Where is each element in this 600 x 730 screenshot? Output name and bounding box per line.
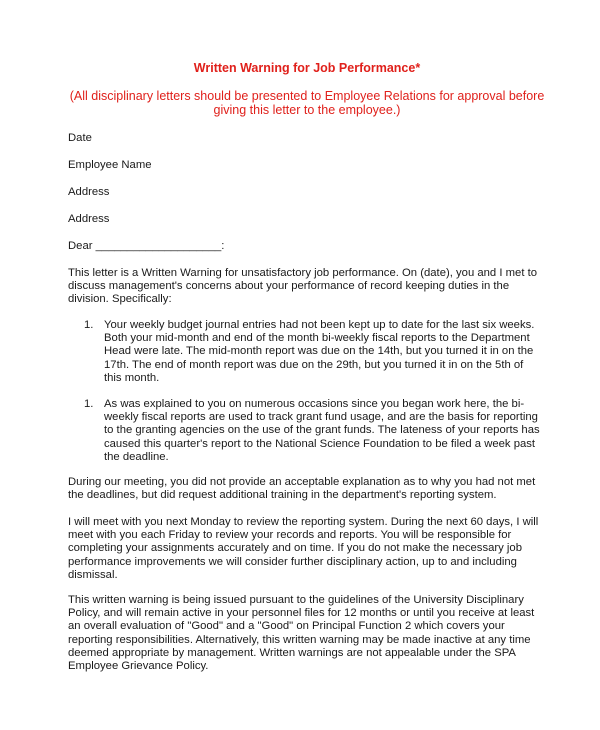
intro-paragraph: This letter is a Written Warning for unsatisfactory job performance. On (date), you and I met to discuss management's concerns about your performance of record keeping duties in the division. Specifically: [68,267,538,306]
address-field-1: Address [68,186,110,198]
list-item-text: Your weekly budget journal entries had not been kept up to date for the last six weeks. Both your mid-month and end of the month bi-weekly fiscal reports to the Department Head were late. The mid-month report was due on the 14th, but you turned it in on the 17th. The end of month report was due on the 29th, but you turned it in on the 5th of this month. [104,319,535,384]
list-item-text: As was explained to you on numerous occasions since you began work here, the bi-weekly fiscal reports are used to track grant fund usage, and are the basis for reporting to the granting agencies on the use of the grant funds. The lateness of your reports has caused this quarter's report to the National Science Foundation to be filed a week past the deadline. [104,398,540,463]
approval-note: (All disciplinary letters should be presented to Employee Relations for approval before giving this letter to the employee.) [69,89,545,117]
policy-paragraph: This written warning is being issued pursuant to the guidelines of the University Disciplinary Policy, and will remain active in your personnel files for 12 months or until you receive at least an overall evaluation of "Good" and a "Good" on Principal Function 2 which covers your reporting responsibilities. Alternatively, this written warning may be made inactive at any time deemed appropriate by management. Written warnings are not appealable under the SPA Employee Grievance Policy. [68,594,535,673]
list-item-number: 1. [84,398,94,410]
review-paragraph: I will meet with you next Monday to review the reporting system. During the next 60 days, I will meet with you each Friday to review your records and reports. You will be responsible for completing your assignments accurately and on time. If you do not make the necessary job performance improvements we will consider further disciplinary action, up to and including dismissal. [68,516,539,581]
meeting-paragraph: During our meeting, you did not provide an acceptable explanation as to why you had not met the deadlines, but did request additional training in the department's reporting system. [68,476,536,502]
employee-name-field: Employee Name [68,159,152,171]
letter-title: Written Warning for Job Performance* [193,61,421,75]
address-field-2: Address [68,213,110,225]
list-item-number: 1. [84,319,94,331]
salutation-line: Dear ____________________: [68,240,225,252]
date-field: Date [68,132,92,144]
